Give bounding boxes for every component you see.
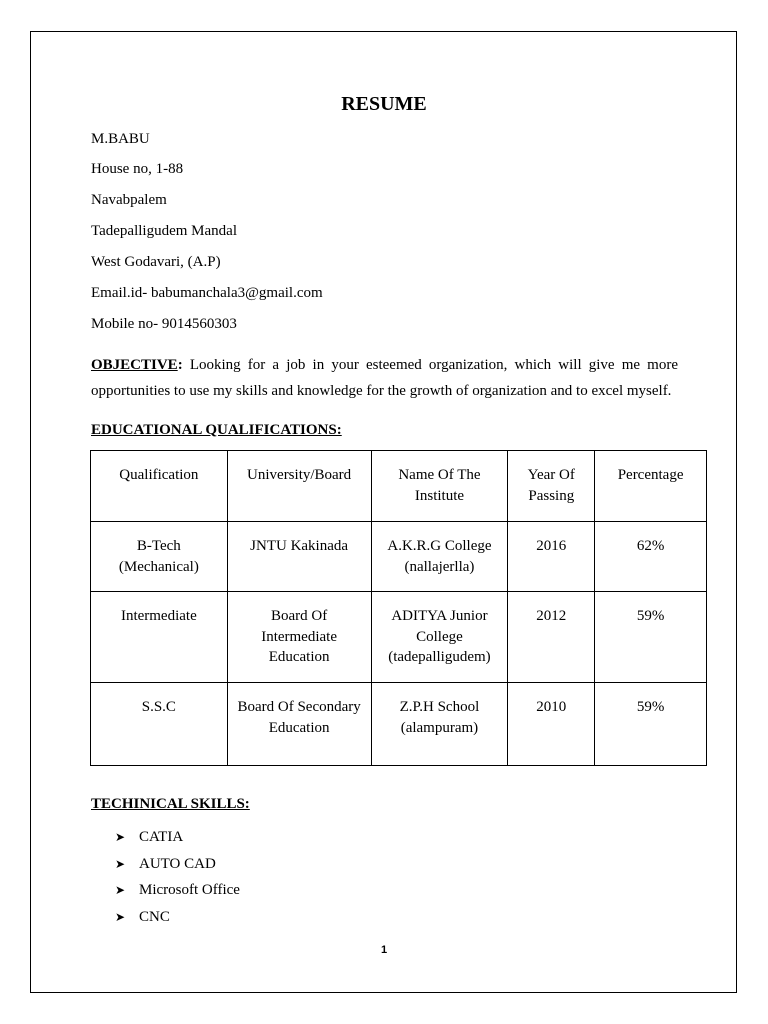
- table-cell: Z.P.H School (alampuram): [371, 683, 508, 766]
- skill-label: CNC: [139, 908, 170, 925]
- table-cell: Board Of Secondary Education: [227, 683, 371, 766]
- column-header: Year Of Passing: [508, 451, 595, 522]
- table-cell: 2010: [508, 683, 595, 766]
- list-item: [115, 824, 240, 851]
- table-cell: Board Of Intermediate Education: [227, 592, 371, 683]
- table-header-row: [91, 451, 707, 522]
- arrow-bullet-icon: ➤: [115, 856, 126, 871]
- objective-section: OBJECTIVE: Looking for a job in your esteemed organization, which will give me more opportunities to use my skills and knowledge for the growth of organization and to excel myself.: [91, 357, 678, 399]
- skill-label: CATIA: [139, 829, 184, 845]
- education-heading: EDUCATIONAL QUALIFICATIONS:: [91, 422, 342, 438]
- table-cell: 2016: [508, 522, 595, 592]
- table-cell: JNTU Kakinada: [227, 522, 371, 592]
- column-header: Qualification: [91, 451, 228, 522]
- objective-label: OBJECTIVE: [91, 357, 178, 373]
- table-cell: 59%: [595, 592, 707, 683]
- contact-house: House no, 1-88: [91, 161, 184, 177]
- skills-heading: TECHINICAL SKILLS:: [91, 796, 250, 812]
- column-header: Name Of The Institute: [371, 451, 508, 522]
- page-number: 1: [380, 944, 388, 956]
- table-cell: ADITYA Junior College (tadepalligudem): [371, 592, 508, 683]
- skill-label: Microsoft Office: [139, 882, 240, 898]
- contact-village: Navabpalem: [91, 192, 167, 208]
- table-cell: B-Tech (Mechanical): [91, 522, 228, 592]
- contact-district: West Godavari, (A.P): [91, 254, 221, 270]
- table-row: [91, 683, 707, 766]
- contact-name: M.BABU: [91, 131, 150, 147]
- contact-mobile: Mobile no- 9014560303: [91, 316, 237, 332]
- table-cell: 62%: [595, 522, 707, 592]
- table-row: [91, 522, 707, 592]
- objective-text: Looking for a job in your esteemed organization, which will give me more opportunities to use my skills and knowledge for the growth of organization and to excel myself.: [91, 357, 678, 399]
- contact-email: Email.id- babumanchala3@gmail.com: [91, 285, 323, 301]
- table-cell: 59%: [595, 683, 707, 766]
- education-table: [90, 450, 707, 766]
- contact-mandal: Tadepalligudem Mandal: [91, 223, 237, 239]
- table-cell: A.K.R.G College (nallajerlla): [371, 522, 508, 592]
- table-row: [91, 592, 707, 683]
- list-item: [115, 877, 240, 904]
- list-item: [115, 851, 240, 878]
- table-cell: 2012: [508, 592, 595, 683]
- arrow-bullet-icon: ➤: [115, 883, 126, 897]
- table-cell: S.S.C: [91, 683, 228, 766]
- skill-label: AUTO CAD: [139, 855, 216, 872]
- resume-title: RESUME: [341, 93, 427, 115]
- column-header: University/Board: [227, 451, 371, 522]
- list-item: [115, 904, 240, 931]
- column-header: Percentage: [595, 451, 707, 522]
- arrow-bullet-icon: ➤: [115, 830, 126, 844]
- skills-list: [115, 824, 240, 930]
- table-cell: Intermediate: [91, 592, 228, 683]
- arrow-bullet-icon: ➤: [115, 909, 126, 924]
